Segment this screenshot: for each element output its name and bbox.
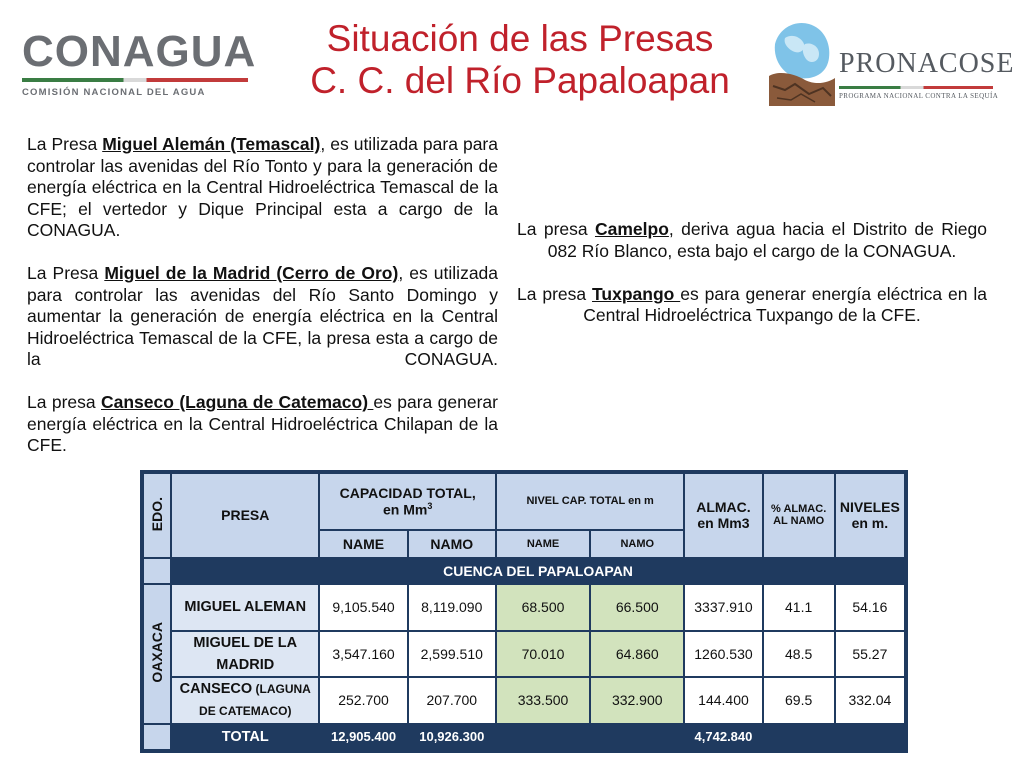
dam-name-paren: (LAGUNA — [252, 682, 311, 697]
text-run: , deriva agua hacia el Distrito de Riego 082 Río Blanco, esta bajo el cargo de la CONAGUA. — [547, 219, 987, 261]
pronacose-wordmark: PRONACOSE — [839, 48, 1015, 79]
left-description — [27, 134, 498, 478]
header-capacidad-line1: CAPACIDAD TOTAL, — [339, 484, 476, 501]
text-run: es para generar energía eléctrica en la Central Hidroeléctrica Tuxpango de la CFE. — [583, 283, 988, 325]
header-capacidad-unit: en Mm — [382, 501, 428, 518]
conagua-subtitle: COMISIÓN NACIONAL DEL AGUA — [22, 87, 206, 98]
cap-name-cell: 3,547.160 — [320, 632, 406, 677]
pct-cell: 69.5 — [764, 678, 834, 723]
dam-name-line2: DE CATEMACO) — [199, 704, 292, 719]
title-line-1: Situación de las Presas — [326, 18, 714, 59]
header-niv-name: NAME — [497, 531, 589, 557]
header-niveles-line2: en m. — [851, 515, 889, 532]
pronacose-color-rule — [839, 86, 993, 89]
niv-name-cell: 333.500 — [497, 678, 589, 723]
niveles-cell: 54.16 — [836, 585, 904, 630]
conagua-color-rule — [22, 78, 248, 82]
niv-name-cell: 68.500 — [497, 585, 589, 630]
dam-name-miguel-de-la-madrid: Miguel de la Madrid (Cerro de Oro) — [104, 263, 399, 283]
title-line-2: C. C. del Río Papaloapan — [310, 60, 730, 101]
header-capacidad-sup: 3 — [427, 500, 433, 511]
header-capacidad-line2 — [322, 501, 492, 518]
header-pct-almac — [764, 474, 834, 557]
dam-cell — [172, 678, 318, 723]
total-almac: 4,742.840 — [685, 725, 761, 749]
header-capacidad-total — [320, 474, 494, 529]
header-cap-name: NAME — [320, 531, 406, 557]
niv-namo-cell: 332.900 — [591, 678, 683, 723]
total-edo-cell — [144, 725, 170, 749]
pronacose-subtitle: PROGRAMA NACIONAL CONTRA LA SEQUÍA — [839, 92, 999, 100]
page-title — [290, 18, 750, 102]
almac-cell: 1260.530 — [685, 632, 761, 677]
state-cell — [144, 585, 170, 723]
text-run: La Presa — [27, 263, 105, 283]
text-run: La Presa — [27, 134, 103, 154]
table-row — [144, 678, 904, 723]
cap-namo-cell: 2,599.510 — [409, 632, 495, 677]
pronacose-emblem-icon — [765, 14, 837, 110]
dam-name-main: CANSECO — [179, 681, 253, 698]
text-run: , es utilizada para para controlar las avenidas del Río Tonto y para la generación de energía eléctrica en la Central Hidroeléctrica Temascal de la CFE; el vertedor y Dique Principal esta a cargo de la CONAGUA. — [27, 134, 498, 240]
text-run: es para generar energía eléctrica en la Central Hidroeléctrica Chilapan de la CFE. — [27, 392, 498, 455]
dam-name-miguel-aleman: Miguel Alemán (Temascal) — [102, 134, 321, 154]
cuenca-label: CUENCA DEL PAPALOAPAN — [172, 559, 904, 583]
header-edo — [144, 474, 170, 557]
total-row — [144, 725, 904, 749]
header-niv-namo: NAMO — [591, 531, 683, 557]
table-row — [144, 585, 904, 630]
total-cap-name: 12,905.400 — [320, 725, 406, 749]
cap-namo-cell: 8,119.090 — [409, 585, 495, 630]
header-cap-namo: NAMO — [409, 531, 495, 557]
niv-name-cell: 70.010 — [497, 632, 589, 677]
paragraph-miguel-aleman — [27, 134, 498, 242]
total-niveles — [836, 725, 904, 749]
pct-cell: 48.5 — [764, 632, 834, 677]
pct-cell: 41.1 — [764, 585, 834, 630]
state-label: OAXACA — [149, 622, 166, 683]
total-label: TOTAL — [172, 725, 318, 749]
dam-name-line1: MIGUEL DE LA — [193, 634, 298, 651]
conagua-wordmark: CONAGUA — [22, 27, 257, 76]
total-cap-namo: 10,926.300 — [409, 725, 495, 749]
cuenca-edo-cell — [144, 559, 170, 583]
header-almac-line1: ALMAC. — [696, 499, 751, 516]
text-run: La presa — [517, 219, 595, 239]
conagua-logo — [22, 27, 257, 100]
header-nivel-cap: NIVEL CAP. TOTAL en m — [497, 474, 683, 529]
niveles-cell: 332.04 — [836, 678, 904, 723]
dam-name-canseco: Canseco (Laguna de Catemaco) — [101, 392, 374, 412]
total-niv-name — [497, 725, 589, 749]
pronacose-logo — [765, 14, 1015, 114]
header-niveles-line1: NIVELES — [839, 499, 900, 516]
text-run: La presa — [517, 283, 593, 304]
header-almac — [685, 474, 761, 557]
almac-cell: 144.400 — [685, 678, 761, 723]
text-run: La presa — [27, 392, 101, 412]
header-presa: PRESA — [172, 474, 318, 557]
header-niveles — [836, 474, 904, 557]
paragraph-miguel-de-la-madrid — [27, 263, 498, 371]
total-niv-namo — [591, 725, 683, 749]
header-pct-line1: % ALMAC. — [771, 503, 827, 516]
niv-namo-cell: 64.860 — [591, 632, 683, 677]
dams-table — [140, 470, 908, 753]
table-row — [144, 632, 904, 677]
niveles-cell: 55.27 — [836, 632, 904, 677]
dam-cell: MIGUEL ALEMAN — [172, 585, 318, 630]
dam-name-line2: MADRID — [216, 656, 275, 673]
cap-name-cell: 9,105.540 — [320, 585, 406, 630]
total-pct — [764, 725, 834, 749]
almac-cell: 3337.910 — [685, 585, 761, 630]
header-almac-line2: en Mm3 — [697, 515, 750, 532]
paragraph-tuxpango — [517, 284, 987, 327]
right-description — [517, 219, 987, 348]
dams-table-grid — [142, 472, 906, 751]
dam-cell — [172, 632, 318, 677]
header-edo-label: EDO. — [149, 496, 166, 532]
niv-namo-cell: 66.500 — [591, 585, 683, 630]
cap-namo-cell: 207.700 — [409, 678, 495, 723]
header-pct-line2: AL NAMO — [773, 515, 825, 528]
dam-name-camelpo: Camelpo — [594, 219, 669, 239]
paragraph-camelpo — [517, 219, 987, 262]
dam-name-line1 — [174, 678, 316, 700]
cap-name-cell: 252.700 — [320, 678, 406, 723]
paragraph-canseco — [27, 392, 498, 457]
dam-name-tuxpango: Tuxpango — [592, 283, 681, 304]
text-run: , es utilizada para controlar las avenidas del Río Santo Domingo y aumentar la generación de energía eléctrica en la Central Hidroeléctrica Temascal de la CFE, la presa esta a cargo de la CONAGUA. — [27, 263, 499, 369]
